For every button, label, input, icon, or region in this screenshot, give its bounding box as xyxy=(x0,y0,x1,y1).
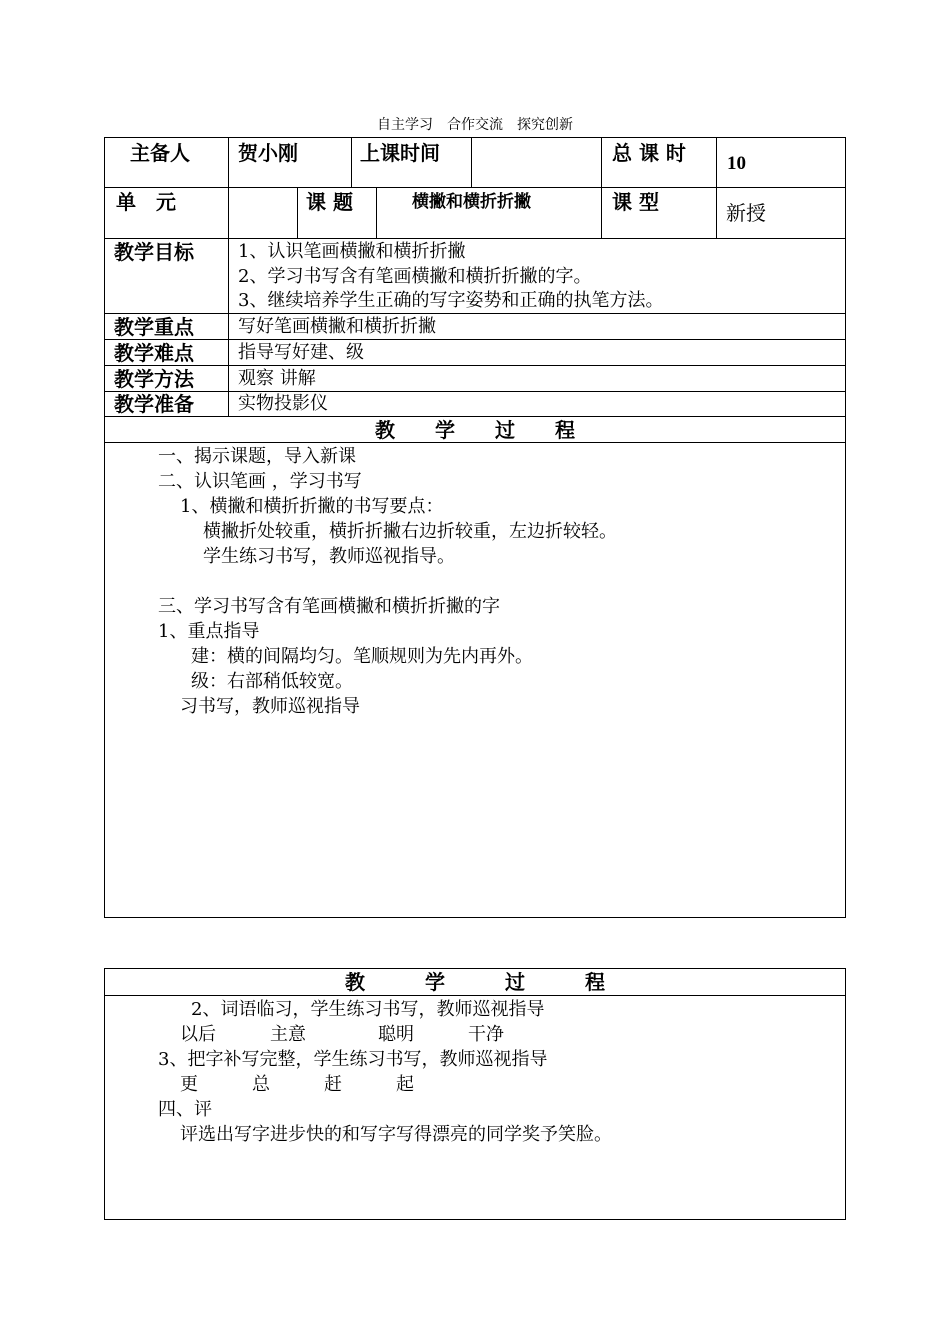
process-line: 1、重点指导 xyxy=(158,621,260,642)
difficulty-value: 指导写好建、级 xyxy=(238,342,364,363)
objective-item: 3、继续培养学生正确的写字姿势和正确的执笔方法。 xyxy=(238,290,664,311)
class-time-label: 上课时间 xyxy=(360,141,440,165)
process-line: 二、认识笔画 ，学习书写 xyxy=(158,471,362,492)
topic-label: 课 题 xyxy=(306,190,353,214)
process2-line: 更 总 赶 起 xyxy=(180,1074,414,1095)
difficulty-label: 教学难点 xyxy=(114,341,194,365)
process-line: 三、学习书写含有笔画横撇和横折折撇的字 xyxy=(158,596,500,617)
preparer-label: 主备人 xyxy=(130,141,190,165)
key-point-value: 写好笔画横撇和横折折撇 xyxy=(238,316,436,337)
preparer-value: 贺小刚 xyxy=(238,141,298,165)
total-hours-value: 10 xyxy=(727,153,746,174)
process-line: 建：横的间隔均匀。笔顺规则为先内再外。 xyxy=(191,646,533,667)
process-line: 横撇折处较重，横折折撇右边折较重，左边折较轻。 xyxy=(203,521,617,542)
process-line: 1、横撇和横折折撇的书写要点： xyxy=(180,496,444,517)
process2-line: 评选出写字进步快的和写字写得漂亮的同学奖予笑脸。 xyxy=(180,1124,612,1145)
process2-line: 以后 主意 聪明 干净 xyxy=(180,1024,504,1045)
topic-value: 横撇和横折折撇 xyxy=(412,192,531,212)
key-point-label: 教学重点 xyxy=(114,315,194,339)
page-header: 自主学习 合作交流 探究创新 xyxy=(377,117,573,133)
objective-item: 1、认识笔画横撇和横折折撇 xyxy=(238,241,466,262)
process2-title: 教 学 过 程 xyxy=(345,970,605,994)
process-line: 一、揭示课题，导入新课 xyxy=(158,446,356,467)
process-line: 级：右部稍低较宽。 xyxy=(191,671,353,692)
process-title: 教 学 过 程 xyxy=(375,418,575,442)
process-line: 习书写，教师巡视指导 xyxy=(180,696,360,717)
process2-line: 3、把字补写完整，学生练习书写，教师巡视指导 xyxy=(158,1049,548,1070)
objective-item: 2、学习书写含有笔画横撇和横折折撇的字。 xyxy=(238,266,592,287)
method-value: 观察 讲解 xyxy=(238,368,316,389)
process-line: 学生练习书写，教师巡视指导。 xyxy=(203,546,455,567)
unit-label: 单 元 xyxy=(116,190,176,214)
prep-value: 实物投影仪 xyxy=(238,393,328,414)
method-label: 教学方法 xyxy=(114,367,194,391)
prep-label: 教学准备 xyxy=(114,392,194,416)
type-label: 课 型 xyxy=(612,190,659,214)
total-hours-label: 总 课 时 xyxy=(612,141,686,165)
type-value: 新授 xyxy=(726,201,766,225)
objectives-label: 教学目标 xyxy=(114,240,194,264)
process2-line: 2、词语临习，学生练习书写，教师巡视指导 xyxy=(191,999,545,1020)
process2-line: 四、评 xyxy=(158,1099,212,1120)
